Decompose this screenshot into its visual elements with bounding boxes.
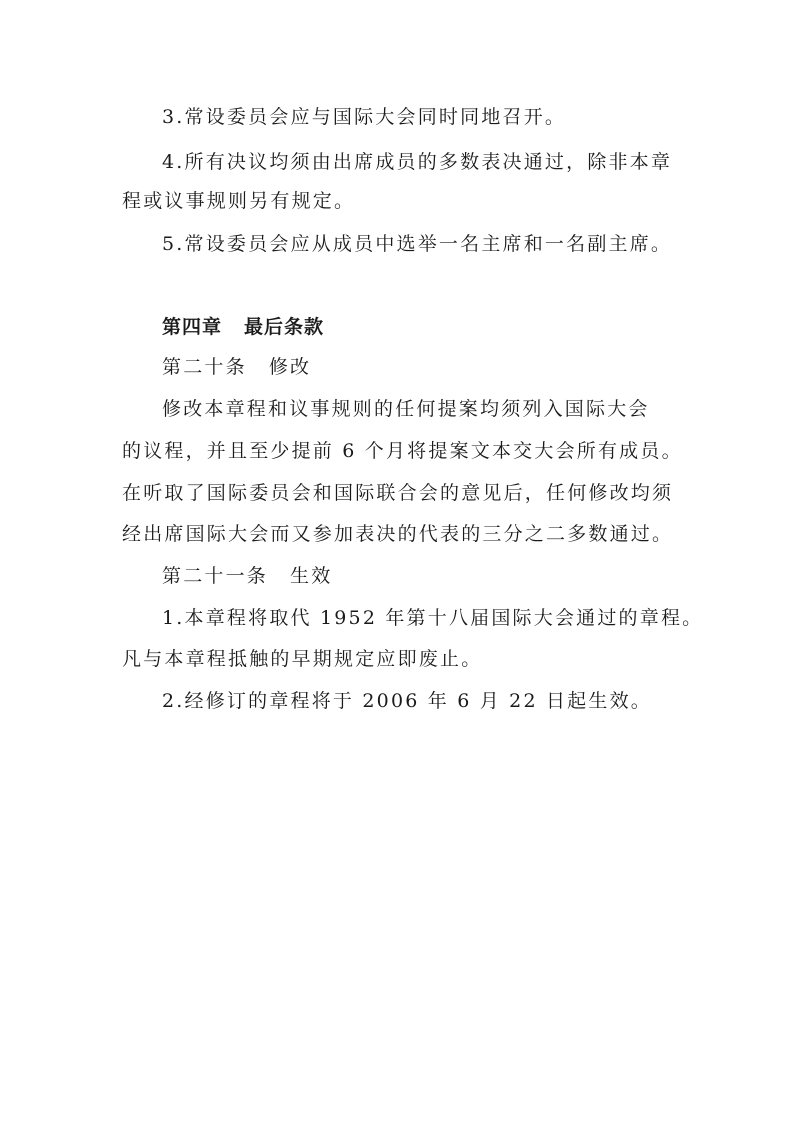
article-21-heading	[162, 564, 332, 588]
article-20-heading	[162, 355, 311, 379]
article-21-line-2: 凡与本章程抵触的早期规定应即废止。	[122, 648, 483, 670]
chapter-number: 第四章	[162, 316, 223, 338]
chapter-4-heading	[162, 315, 324, 339]
clause-3: 3.常设委员会应与国际大会同时同地召开。	[162, 106, 567, 128]
article-title: 生效	[290, 565, 333, 587]
article-number: 第二十一条	[162, 565, 269, 587]
article-title: 修改	[268, 356, 312, 378]
article-21-line-1: 1.本章程将取代 1952 年第十八届国际大会通过的章程。	[162, 607, 704, 629]
article-20-line-3: 在听取了国际委员会和国际联合会的意见后，任何修改均须	[122, 482, 674, 504]
article-20-line-1: 修改本章程和议事规则的任何提案均须列入国际大会	[162, 398, 650, 420]
chapter-title: 最后条款	[244, 316, 325, 338]
clause-4-line-1: 4.所有决议均须由出席成员的多数表决通过，除非本章	[162, 151, 673, 173]
article-21-line-3: 2.经修订的章程将于 2006 年 6 月 22 日起生效。	[162, 690, 652, 712]
article-number: 第二十条	[162, 356, 247, 378]
clause-4-line-2: 程或议事规则另有规定。	[122, 190, 356, 212]
article-20-line-4: 经出席国际大会而又参加表决的代表的三分之二多数通过。	[122, 523, 674, 545]
article-20-line-2: 的议程，并且至少提前 6 个月将提案文本交大会所有成员。	[122, 440, 683, 462]
clause-5: 5.常设委员会应从成员中选举一名主席和一名副主席。	[162, 233, 673, 255]
